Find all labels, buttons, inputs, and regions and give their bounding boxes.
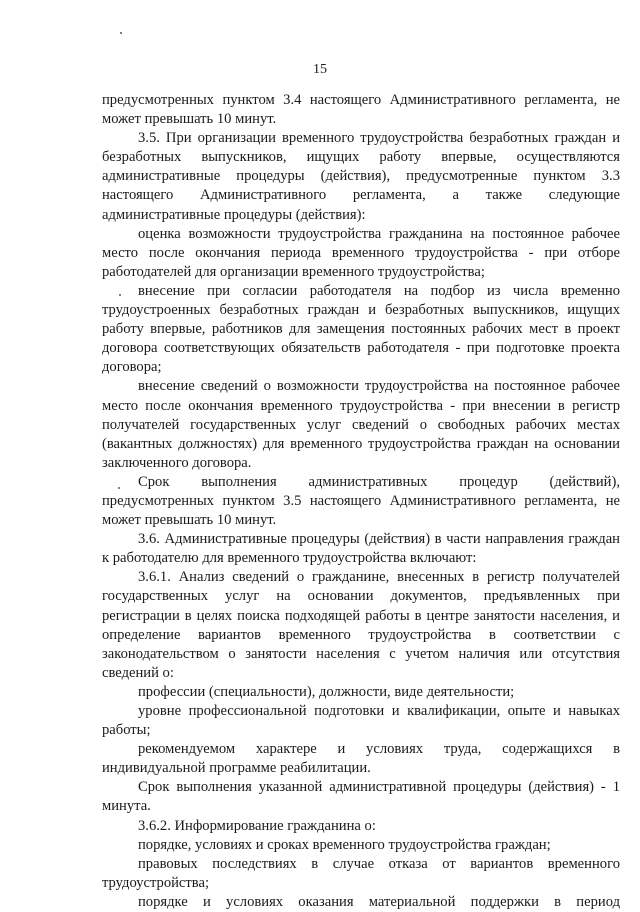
paragraph: 3.6. Административные процедуры (действия) в части направления граждан к работодателю для временного трудоустройства включают:: [102, 531, 620, 567]
paragraph: порядке и условиях оказания материальной поддержки в период: [138, 893, 620, 910]
paragraph: правовых последствиях в случае отказа от вариантов временного трудоустройства;: [102, 855, 620, 891]
paragraph: внесение сведений о возможности трудоустройства на постоянное рабочее место после окончания временного трудоустройства - при внесении в регистр получателей государственных услуг сведений о свободных рабочих местах (вакантных должностях) для временного трудоустройства граждан на основании заключенного договора.: [102, 378, 620, 471]
paragraph: Срок выполнения указанной административной процедуры (действия) - 1 минута.: [102, 779, 620, 815]
paragraph: внесение при согласии работодателя на подбор из числа временно трудоустроенных безработных граждан и безработных выпускников, ищущих работу впервые, работников для замещения постоянных рабочих мест в проект договора соответствующих обязательств работодателя - при подготовке проекта договора;: [102, 282, 620, 376]
paragraph: оценка возможности трудоустройства гражданина на постоянное рабочее место после окончания периода временного трудоустройства - при отборе работодателей для организации временного трудоустройства;: [102, 225, 620, 280]
paragraph: 3.6.1. Анализ сведений о гражданине, внесенных в регистр получателей государственных услуг на основании документов, предъявленных при регистрации в целях поиска подходящей работы в центре занятости населения, и определение вариантов временного трудоустройства в соответствии с законодательством о занятости населения с учетом наличия или отсутствия сведений о:: [102, 569, 620, 681]
paragraph: 3.6.2. Информирование гражданина о:: [138, 817, 376, 834]
scan-speck: [120, 32, 122, 34]
document-body: [102, 91, 620, 912]
page-number: 15: [313, 62, 327, 77]
paragraph: 3.5. При организации временного трудоустройства безработных граждан и безработных выпускников, ищущих работу впервые, осуществляются административные процедуры (действия), предусмотренные пунктом 3.3 настоящего Административного регламента, а также следующие административные процедуры (действия):: [102, 130, 620, 223]
paragraph: рекомендуемом характере и условиях труда, содержащихся в индивидуальной программе реабилитации.: [102, 741, 620, 777]
paragraph: Срок выполнения административных процедур (действий), предусмотренных пунктом 3.5 настоящего Административного регламента, не может превышать 10 минут.: [102, 473, 620, 529]
paragraph: предусмотренных пунктом 3.4 настоящего Административного регламента, не может превышать 10 минут.: [102, 92, 620, 128]
paragraph: уровне профессиональной подготовки и квалификации, опыте и навыках работы;: [102, 703, 620, 739]
paragraph: профессии (специальности), должности, виде деятельности;: [138, 683, 515, 700]
paragraph: порядке, условиях и сроках временного трудоустройства граждан;: [138, 836, 551, 853]
